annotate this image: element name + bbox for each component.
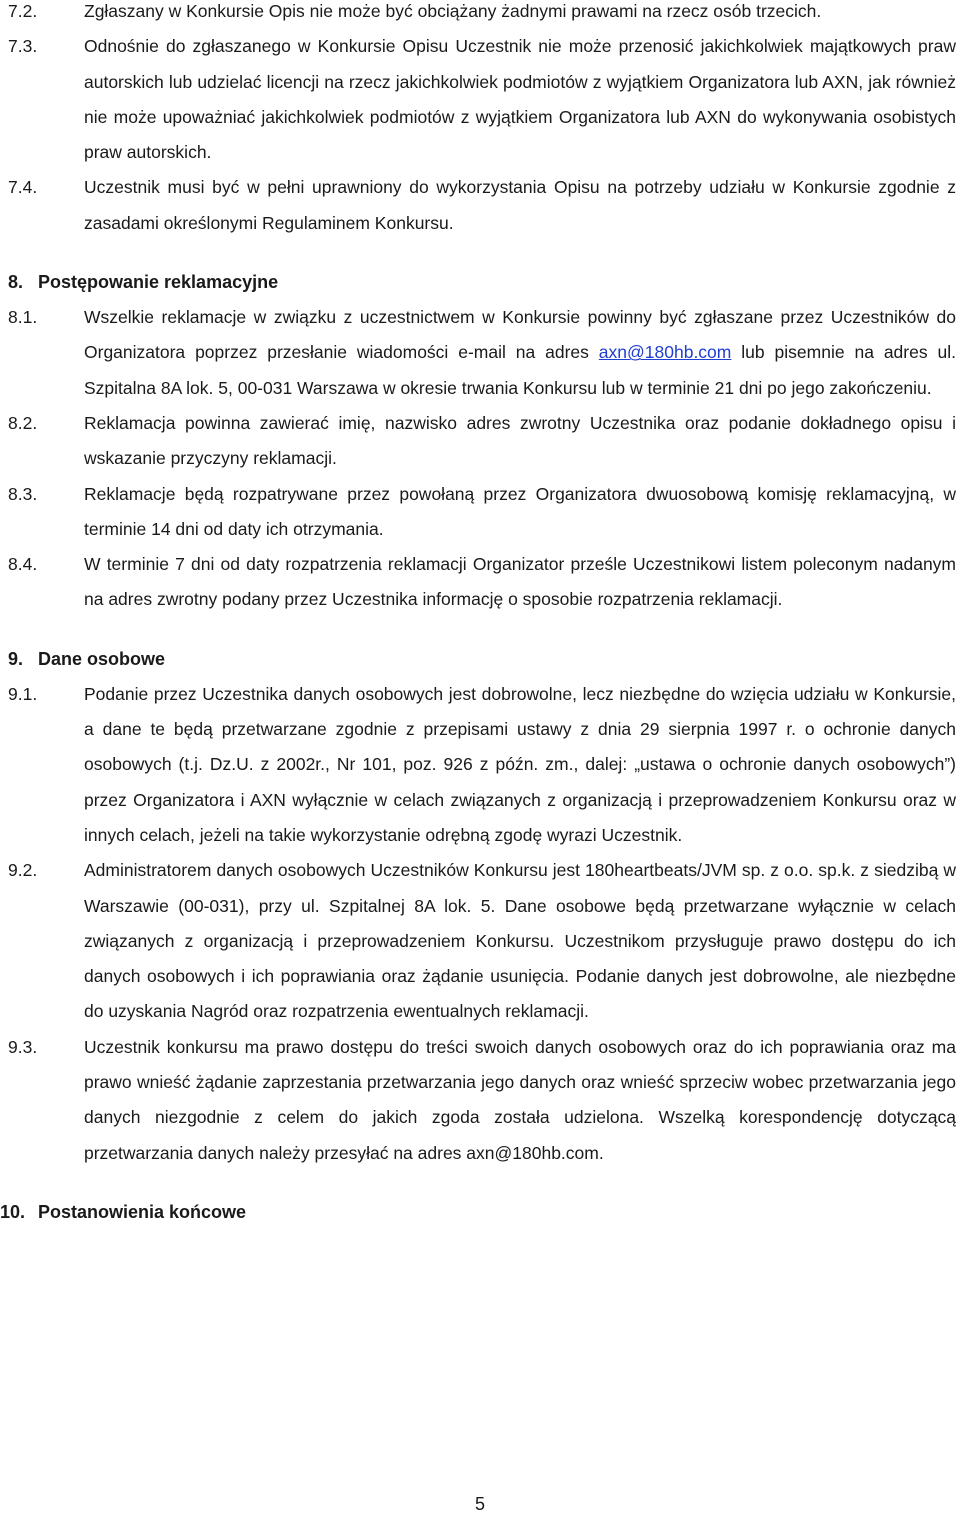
paragraph-8-4 [0,547,960,618]
paragraph-text: Uczestnik musi być w pełni uprawniony do wykorzystania Opisu na potrzeby udziału w Konkursie zgodnie z zasadami określonymi Regulaminem Konkursu. [84,177,956,233]
paragraph-7-4 [0,170,960,241]
paragraph-number: 8.1. [8,307,38,328]
paragraph-text-continued: lub pisemnie na adres ul. Szpitalna 8A lok. 5, 00-031 Warszawa w okresie trwania Konkursu lub w terminie 21 dni po jego zakończeniu. [84,342,956,398]
section-title: Postępowanie reklamacyjne [38,272,279,293]
paragraph-text: Odnośnie do zgłaszanego w Konkursie Opisu Uczestnik nie może przenosić jakichkolwiek majątkowych praw autorskich lub udzielać licencji na rzecz jakichkolwiek podmiotów z wyjątkiem Organizatora lub AXN, jak również nie może upoważniać jakichkolwiek podmiotów z wyjątkiem Organizatora lub AXN do wykonywania osobistych praw autorskich. [84,36,956,163]
paragraph-8-3 [0,477,960,548]
paragraph-number: 7.3. [8,36,38,57]
section-heading-9 [0,641,960,677]
paragraph-7-2 [0,0,960,29]
paragraph-number: 9.2. [8,860,38,881]
email-link[interactable]: axn@180hb.com [598,342,732,363]
paragraph-7-3 [0,29,960,170]
paragraph-text: Administratorem danych osobowych Uczestników Konkursu jest 180heartbeats/JVM sp. z o.o. sp.k. z siedzibą w Warszawie (00-031), przy ul. Szpitalnej 8A lok. 5. Dane osobowe będą przetwarzane wyłącznie w celach związanych z organizacją i przeprowadzeniem Konkursu. Uczestnikom przysługuje prawo dostępu do ich danych osobowych i ich poprawiania oraz żądanie usunięcia. Podanie danych jest dobrowolne, ale niezbędne do uzyskania Nagród oraz rozpatrzenia ewentualnych reklamacji. [84,860,956,1022]
section-number: 8. [8,272,24,293]
paragraph-text: Reklamacje będą rozpatrywane przez powołaną przez Organizatora dwuosobową komisję reklamacyjną, w terminie 14 dni od daty ich otrzymania. [84,483,956,539]
section-number: 10. [0,1201,26,1222]
paragraph-9-3 [0,1030,960,1171]
paragraph-9-2 [0,853,960,1029]
paragraph-9-1 [0,677,960,853]
section-title: Dane osobowe [38,648,166,669]
paragraph-8-1 [0,300,960,406]
section-number: 9. [8,648,24,669]
paragraph-number: 8.3. [8,483,38,504]
paragraph-text: Wszelkie reklamacje w związku z uczestnictwem w Konkursie powinny być zgłaszane przez Uczestników do Organizatora poprzez przesłanie wiadomości e-mail na adres [84,307,956,363]
paragraph-text: Zgłaszany w Konkursie Opis nie może być obciążany żadnymi prawami na rzecz osób trzecich. [84,1,822,21]
section-title: Postanowienia końcowe [38,1201,247,1222]
paragraph-text: Uczestnik konkursu ma prawo dostępu do treści swoich danych osobowych oraz do ich poprawiania oraz ma prawo wnieść żądanie zaprzestania przetwarzania jego danych oraz wnieść sprzeciw wobec przetwarzania jego danych niezgodnie z celem do jakich zgoda została udzielona. Wszelką korespondencję dotyczącą przetwarzania danych należy przesyłać na adres axn@180hb.com. [84,1036,956,1163]
section-heading-10 [0,1194,960,1230]
paragraph-number: 9.1. [8,683,38,704]
page-number: 5 [474,1494,485,1514]
paragraph-text: W terminie 7 dni od daty rozpatrzenia reklamacji Organizator prześle Uczestnikowi listem poleconym nadanym na adres zwrotny podany przez Uczestnika informację o sposobie rozpatrzenia reklamacji. [84,554,956,610]
paragraph-8-2 [0,406,960,477]
paragraph-number: 7.4. [8,177,38,198]
paragraph-text: Reklamacja powinna zawierać imię, nazwisko adres zwrotny Uczestnika oraz podanie dokładnego opisu i wskazanie przyczyny reklamacji. [84,412,956,469]
paragraph-number: 8.4. [8,554,38,575]
paragraph-text: Podanie przez Uczestnika danych osobowych jest dobrowolne, lecz niezbędne do wzięcia udziału w Konkursie, a dane te będą przetwarzane zgodnie z przepisami ustawy z dnia 29 sierpnia 1997 r. o ochronie danych osobowych (t.j. Dz.U. z 2002r., Nr 101, poz. 926 z późn. zm., dalej: „ustawa o ochronie danych osobowych”) przez Organizatora i AXN wyłącznie w celach związanych z organizacją i przeprowadzeniem Konkursu oraz w innych celach, jeżeli na takie wykorzystanie odrębną zgodę wyrazi Uczestnik. [84,683,956,845]
paragraph-number: 8.2. [8,412,38,433]
paragraph-number: 7.2. [8,1,38,21]
section-heading-8 [0,264,960,300]
paragraph-number: 9.3. [8,1036,38,1057]
